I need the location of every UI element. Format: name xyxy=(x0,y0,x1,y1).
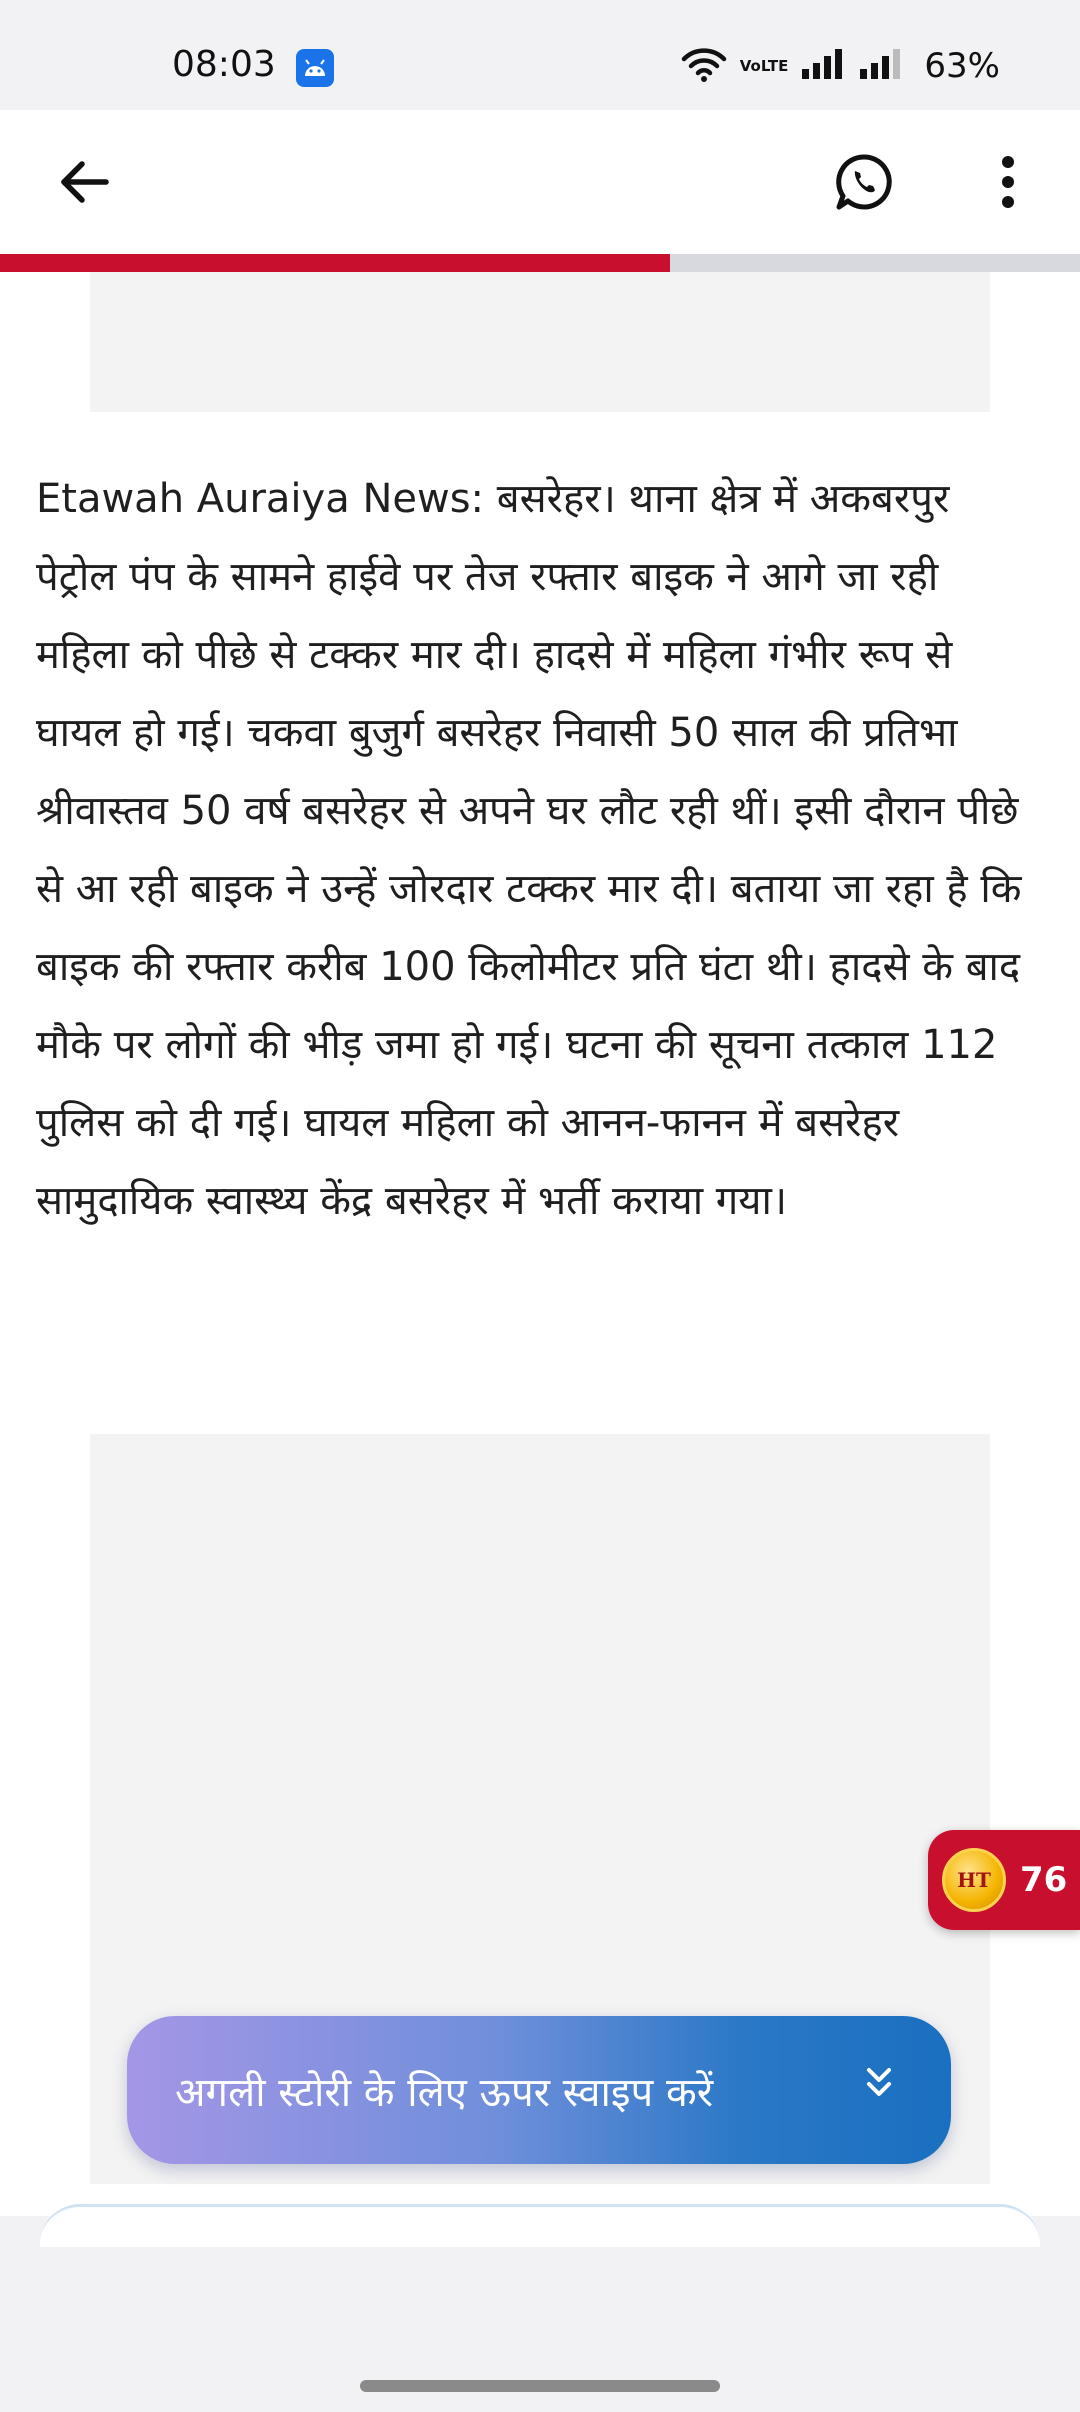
article-body: Etawah Auraiya News: बसरेहर। थाना क्षेत्र में अकबरपुर पेट्रोल पंप के सामने हाईवे पर तेज रफ्तार बाइक ने आगे जा रही महिला को पीछे से टक्कर मार दी। हादसे में महिला गंभीर रूप से घायल हो गई। चकवा बुजुर्ग बसरेहर निवासी 50 साल की प्रतिभा श्रीवास्तव 50 वर्ष बसरेहर से अपने घर लौट रही थीं। इसी दौरान पीछे से आ रही बाइक ने उन्हें जोरदार टक्कर मार दी। बताया जा रहा है कि बाइक की रफ्तार करीब 100 किलोमीटर प्रति घंटा थी। हादसे के बाद मौके पर लोगों की भीड़ जमा हो गई। घटना की सूचना तत्काल 112 पुलिस को दी गई। घायल महिला को आनन-फानन में बसरेहर सामुदायिक स्वास्थ्य केंद्र बसरेहर में भर्ती कराया गया। xyxy=(36,476,1022,1224)
more-options-button[interactable] xyxy=(960,134,1056,230)
swipe-prompt-label: अगली स्टोरी के लिए ऊपर स्वाइप करें xyxy=(175,2069,714,2116)
swipe-up-next-story-prompt[interactable] xyxy=(127,2016,951,2164)
coin-count: 76 xyxy=(1020,1860,1068,1900)
ad-placeholder-top xyxy=(90,272,990,412)
volte-icon: VoLTE xyxy=(739,56,789,75)
app-bar xyxy=(0,110,1080,254)
android-notification-icon xyxy=(296,49,334,87)
wifi-icon xyxy=(680,45,728,87)
ht-coin-icon: HT xyxy=(942,1848,1006,1912)
status-time: 08:03 xyxy=(172,44,276,85)
signal-icon xyxy=(800,47,846,85)
whatsapp-icon xyxy=(834,152,894,212)
reading-progress-fill xyxy=(0,254,670,272)
status-icons xyxy=(680,44,1000,88)
next-story-card-edge[interactable] xyxy=(40,2204,1040,2247)
double-chevron-down-icon xyxy=(863,2064,895,2108)
more-vert-icon xyxy=(998,152,1018,212)
signal-icon xyxy=(858,47,904,85)
reading-progress-bar xyxy=(0,254,1080,272)
home-indicator[interactable] xyxy=(360,2380,720,2392)
battery-level: 63% xyxy=(924,46,1000,86)
status-bar xyxy=(0,0,1080,110)
back-button[interactable] xyxy=(36,134,132,230)
back-arrow-icon xyxy=(56,154,112,210)
whatsapp-share-button[interactable] xyxy=(816,134,912,230)
coin-reward-badge[interactable] xyxy=(928,1830,1080,1930)
